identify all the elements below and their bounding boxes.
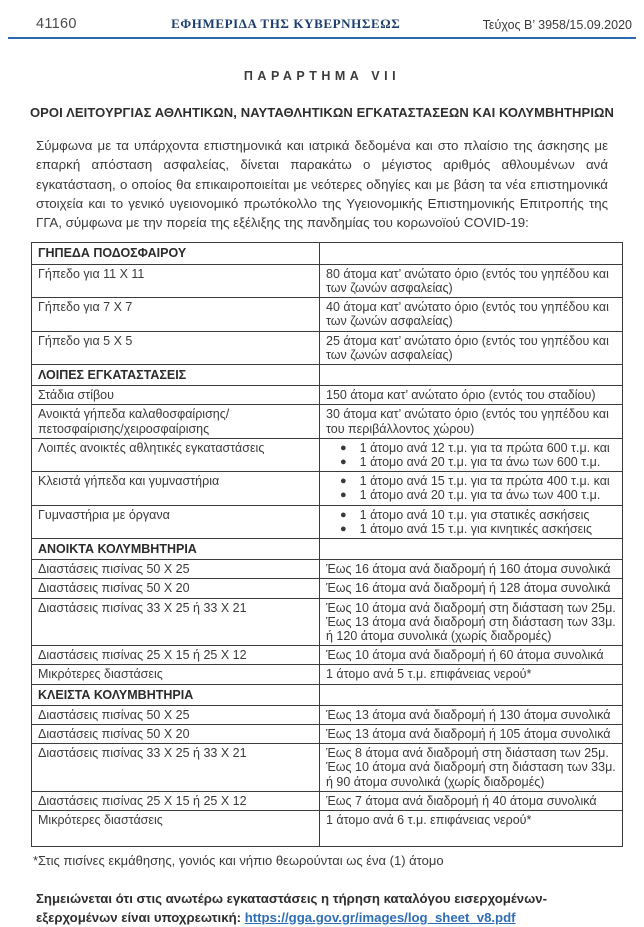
bullet-icon: ● <box>340 489 347 502</box>
limit-cell: Έως 16 άτομα ανά διαδρομή ή 160 άτομα συνολικά <box>320 560 623 579</box>
facility-cell: Στάδια στίβου <box>32 386 320 405</box>
facility-cell: Γυμναστήρια με όργανα <box>32 505 320 538</box>
limit-cell: 25 άτομα κατ’ ανώτατο όριο (εντός του γηπέδου και των ζωνών ασφαλείας) <box>320 331 623 364</box>
limit-line: Έως 13 άτομα ανά διαδρομή στη διάσταση των 33μ. <box>326 614 616 629</box>
issue-label: Τεύχος Β’ 3958/15.09.2020 <box>482 18 632 32</box>
bullet-icon: ● <box>340 508 347 521</box>
table-row <box>32 331 623 364</box>
bullet-text: 1 άτομο ανά 20 τ.μ. για τα άνω των 600 τ.μ. <box>359 454 601 469</box>
gazette-title: ΕΦΗΜΕΡΙΔΑ ΤΗΣ ΚΥΒΕΡΝΗΣΕΩΣ <box>171 16 401 31</box>
limit-cell <box>320 598 623 646</box>
facility-cell: ΚΛΕΙΣΤΑ ΚΟΛΥΜΒΗΤΗΡΙΑ <box>32 684 320 705</box>
bullet-line <box>326 474 616 488</box>
section-row <box>32 243 623 264</box>
limit-cell: 1 άτομο ανά 6 τ.μ. επιφάνειας νερού* <box>320 810 623 846</box>
facilities-table-body <box>32 243 623 847</box>
document-title: ΟΡΟΙ ΛΕΙΤΟΥΡΓΙΑΣ ΑΘΛΗΤΙΚΩΝ, ΝΑΥΤΑΘΛΗΤΙΚΩΝ ΕΓΚΑΤΑΣΤΑΣΕΩΝ ΚΑΙ ΚΟΛΥΜΒΗΤΗΡΙΩΝ <box>29 105 615 120</box>
facility-cell: Κλειστά γήπεδα και γυμναστήρια <box>32 472 320 505</box>
footnote: *Στις πισίνες εκμάθησης, γονιός και νήπιο θεωρούνται ως ένα (1) άτομο <box>33 852 444 868</box>
facility-cell: Διαστάσεις πισίνας 33 Χ 25 ή 33 Χ 21 <box>32 598 320 646</box>
facility-cell: ΛΟΙΠΕΣ ΕΓΚΑΤΑΣΤΑΣΕΙΣ <box>32 364 320 385</box>
table-row <box>32 579 623 598</box>
limit-cell: Έως 7 άτομα ανά διαδρομή ή 40 άτομα συνολικά <box>320 791 623 810</box>
facility-cell: Διαστάσεις πισίνας 25 Χ 15 ή 25 Χ 12 <box>32 646 320 665</box>
facility-cell: Διαστάσεις πισίνας 50 Χ 20 <box>32 724 320 743</box>
table-row <box>32 598 623 646</box>
limit-cell <box>320 744 623 792</box>
limit-line: Έως 10 άτομα ανά διαδρομή στη διάσταση των 25μ. <box>326 600 616 615</box>
table-row <box>32 438 623 471</box>
limit-cell <box>320 538 623 559</box>
limit-cell: 40 άτομα κατ’ ανώτατο όριο (εντός του γηπέδου και των ζωνών ασφαλείας) <box>320 298 623 331</box>
limit-cell: Έως 16 άτομα ανά διαδρομή ή 128 άτομα συνολικά <box>320 579 623 598</box>
table-row <box>32 705 623 724</box>
limit-cell: 150 άτομα κατ’ ανώτατο όριο (εντός του σταδίου) <box>320 386 623 405</box>
limit-line: ή 120 άτομα συνολικά (χωρίς διαδρομές) <box>326 628 552 643</box>
facility-cell: Μικρότερες διαστάσεις <box>32 810 320 846</box>
table-row <box>32 405 623 438</box>
limit-cell: Έως 10 άτομα ανά διαδρομή ή 60 άτομα συνολικά <box>320 646 623 665</box>
note <box>36 889 604 927</box>
table-row <box>32 386 623 405</box>
bullet-icon: ● <box>340 475 347 488</box>
facility-cell: Διαστάσεις πισίνας 25 Χ 15 ή 25 Χ 12 <box>32 791 320 810</box>
header-rule <box>8 37 636 39</box>
bullet-text: 1 άτομο ανά 15 τ.μ. για κινητικές ασκήσεις <box>359 521 592 536</box>
bullet-text: 1 άτομο ανά 10 τ.μ. για στατικές ασκήσεις <box>359 507 590 522</box>
limit-cell: Έως 13 άτομα ανά διαδρομή ή 130 άτομα συνολικά <box>320 705 623 724</box>
limit-line: ή 90 άτομα συνολικά (χωρίς διαδρομές) <box>326 774 545 789</box>
page-header <box>0 0 644 36</box>
appendix-title: ΠΑΡΑΡΤΗΜΑ VII <box>243 69 401 83</box>
limit-cell: Έως 13 άτομα ανά διαδρομή ή 105 άτομα συνολικά <box>320 724 623 743</box>
bullet-icon: ● <box>340 441 347 454</box>
note-text: Σημειώνεται ότι στις ανωτέρω εγκαταστάσεις η τήρηση καταλόγου εισερχομένων-εξερχομένων είναι υποχρεωτική: <box>36 890 547 925</box>
bullet-line <box>326 488 616 502</box>
page-number: 41160 <box>36 16 77 32</box>
facility-cell: ΓΗΠΕΔΑ ΠΟΔΟΣΦΑΙΡΟΥ <box>32 243 320 264</box>
limit-cell: 1 άτομο ανά 5 τ.μ. επιφάνειας νερού* <box>320 665 623 684</box>
table-row <box>32 744 623 792</box>
facility-cell: Ανοικτά γήπεδα καλαθοσφαίρισης/πετοσφαίρισης/χειροσφαίρισης <box>32 405 320 438</box>
limit-line: Έως 10 άτομα ανά διαδρομή στη διάσταση των 33μ. <box>326 760 616 775</box>
intro-paragraph: Σύμφωνα με τα υπάρχοντα επιστημονικά και ιατρικά δεδομένα και στο πλαίσιο της άσκησης με επαρκή απόσταση ασφαλείας, δίνεται παρακάτω ο μέγιστος αριθμός αθλουμένων ανά εγκατάσταση, ο οποίος θα επικαιροποιείται με νεότερες οδηγίες και με βάση τα νέα επιστημονικά στοιχεία και το γενικό υγειονομικό πρωτόκολλο της Υγειονομικής Επιστημονικής Επιτροπής της ΓΓΑ, σύμφωνα με την πορεία της εξέλιξης της πανδημίας του κορωνοϊού COVID-19: <box>36 138 608 231</box>
limit-cell <box>320 243 623 264</box>
table-row <box>32 646 623 665</box>
bullet-line <box>326 522 616 536</box>
bullet-text: 1 άτομο ανά 20 τ.μ. για τα άνω των 400 τ.μ. <box>359 488 601 503</box>
bullet-line <box>326 441 616 455</box>
bullet-icon: ● <box>340 455 347 468</box>
facility-cell: Διαστάσεις πισίνας 50 Χ 25 <box>32 560 320 579</box>
bullet-text: 1 άτομο ανά 15 τ.μ. για τα πρώτα 400 τ.μ. και <box>359 474 610 489</box>
facility-cell: Μικρότερες διαστάσεις <box>32 665 320 684</box>
limit-cell <box>320 438 623 471</box>
table-row <box>32 298 623 331</box>
table-row <box>32 810 623 846</box>
facility-cell: Γήπεδο για 5 Χ 5 <box>32 331 320 364</box>
table-row <box>32 560 623 579</box>
facility-cell: Λοιπές ανοικτές αθλητικές εγκαταστάσεις <box>32 438 320 471</box>
limit-cell <box>320 364 623 385</box>
facility-cell: ΑΝΟΙΚΤΑ ΚΟΛΥΜΒΗΤΗΡΙΑ <box>32 538 320 559</box>
table-row <box>32 472 623 505</box>
facility-cell: Διαστάσεις πισίνας 50 Χ 25 <box>32 705 320 724</box>
table-row <box>32 665 623 684</box>
facility-cell: Γήπεδο για 7 Χ 7 <box>32 298 320 331</box>
limit-cell: 30 άτομα κατ’ ανώτατο όριο (εντός του γηπέδου και του περιβάλλοντος χώρου) <box>320 405 623 438</box>
facility-cell: Διαστάσεις πισίνας 50 Χ 20 <box>32 579 320 598</box>
table-row <box>32 724 623 743</box>
bullet-line <box>326 455 616 469</box>
facility-cell: Διαστάσεις πισίνας 33 Χ 25 ή 33 Χ 21 <box>32 744 320 792</box>
table-row <box>32 264 623 297</box>
section-row <box>32 364 623 385</box>
limit-cell <box>320 472 623 505</box>
limit-cell <box>320 505 623 538</box>
facility-cell: Γήπεδο για 11 Χ 11 <box>32 264 320 297</box>
limit-cell <box>320 684 623 705</box>
log-sheet-link[interactable]: https://gga.gov.gr/images/log_sheet_v8.pdf <box>244 909 516 925</box>
table-row <box>32 791 623 810</box>
limit-cell: 80 άτομα κατ’ ανώτατο όριο (εντός του γηπέδου και των ζωνών ασφαλείας) <box>320 264 623 297</box>
section-row <box>32 684 623 705</box>
bullet-line <box>326 508 616 522</box>
table-row <box>32 505 623 538</box>
bullet-icon: ● <box>340 522 347 535</box>
limit-line: Έως 8 άτομα ανά διαδρομή στη διάσταση των 25μ. <box>326 746 609 761</box>
section-row <box>32 538 623 559</box>
facilities-table <box>31 242 623 847</box>
bullet-text: 1 άτομο ανά 12 τ.μ. για τα πρώτα 600 τ.μ. και <box>359 440 610 455</box>
